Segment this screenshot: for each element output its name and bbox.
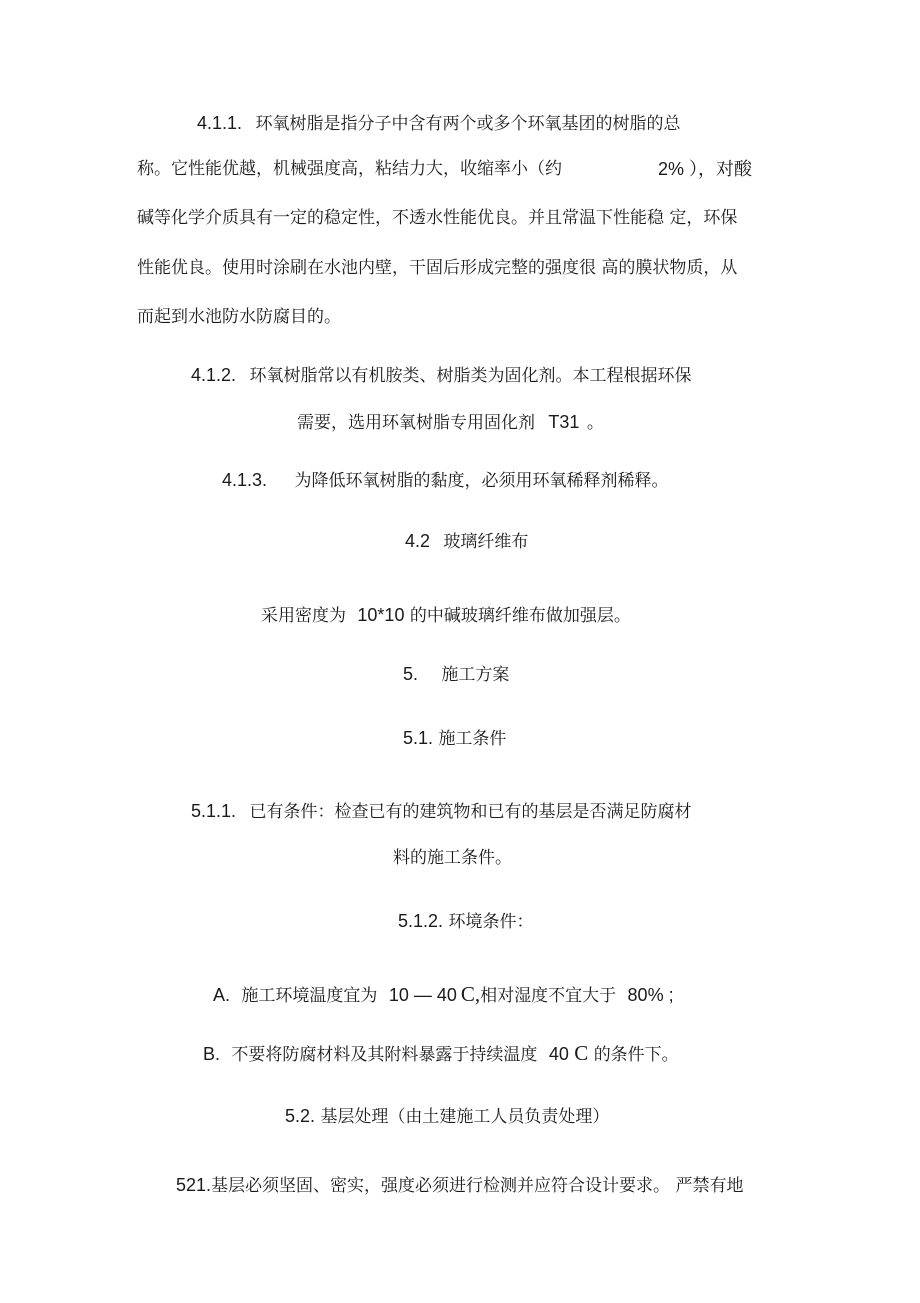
para-4-1-1-line-1: [197, 111, 680, 136]
item-a-label: A.: [213, 985, 231, 1005]
heading-5-1-text: 施工条件: [438, 729, 507, 749]
section-number-5-2: 5.2.: [285, 1106, 316, 1126]
para-4-1-1-text-4: 性能优良。使用时涂刷在水池内壁，干固后形成完整的强度很 高的膜状物质，从: [137, 258, 738, 278]
para-4-1-3-text: 为降低环氧树脂的黏度，必须用环氧稀释剂稀释。: [294, 471, 669, 491]
temperature-range: 10 — 40: [388, 985, 457, 1005]
para-4-1-1-text-2a: 称。它性能优越，机械强度高，粘结力大，收缩率小（约: [137, 159, 562, 179]
para-4-1-2-line-2: [297, 410, 604, 435]
heading-5-2: [285, 1104, 609, 1129]
section-number-4-1-2: 4.1.2.: [191, 365, 237, 385]
heading-5-text: 施工方案: [441, 665, 510, 685]
heading-5-1: [403, 726, 506, 751]
section-number-5-1-2: 5.1.2.: [398, 911, 444, 931]
heading-5-1-2-text: 环境条件：: [448, 912, 534, 932]
para-5-1-1-line-2: [393, 846, 512, 870]
item-a: [213, 982, 674, 1008]
para-4-1-1-line-5: [137, 305, 341, 329]
section-number-4-2: 4.2: [405, 531, 431, 551]
humidity-limit: 80% ;: [627, 985, 674, 1005]
para-4-1-1-text-3: 碱等化学介质具有一定的稳定性，不透水性能优良。并且常温下性能稳 定，环保: [137, 208, 738, 228]
para-4-2: [261, 603, 631, 628]
item-b: [203, 1041, 679, 1067]
section-number-5: 5.: [403, 664, 419, 684]
para-5-1-1-text-2: 料的施工条件。: [393, 848, 512, 868]
para-5-2-1-text: 基层必须坚固、密实，强度必须进行检测并应符合设计要求。 严禁有地: [211, 1176, 744, 1196]
item-b-label: B.: [203, 1044, 221, 1064]
section-number-5-1: 5.1.: [403, 728, 434, 748]
item-a-text-a: 施工环境温度宜为: [241, 986, 378, 1006]
item-a-text-d: 相对湿度不宜大于: [480, 986, 617, 1006]
section-number-4-1-3: 4.1.3.: [222, 470, 268, 490]
para-4-1-1-text-1: 环氧树脂是指分子中含有两个或多个环氧基团的树脂的总: [255, 114, 681, 134]
curing-agent-code: T31: [548, 412, 580, 432]
heading-5-1-2: [398, 909, 533, 934]
section-number-5-1-1: 5.1.1.: [191, 801, 237, 821]
para-4-2-text-c: 的中碱玻璃纤维布做加强层。: [409, 606, 631, 626]
para-4-1-1-line-2b: [658, 157, 752, 182]
temperature-limit: 40: [548, 1044, 569, 1064]
celsius-unit-b: C: [574, 1041, 589, 1065]
para-4-1-1-line-2: [137, 157, 562, 181]
section-number-5-2-1: 521.: [176, 1175, 212, 1195]
para-4-2-text-a: 采用密度为: [261, 606, 346, 626]
para-4-1-1-line-4: [137, 256, 737, 280]
item-b-text-d: 的条件下。: [593, 1045, 679, 1065]
item-b-text-a: 不要将防腐材料及其附料暴露于持续温度: [231, 1045, 538, 1065]
shrinkage-rate-value: 2% ），对酸: [658, 159, 753, 179]
para-4-1-3: [222, 468, 668, 493]
para-5-1-1-text-1: 已有条件：检查已有的建筑物和已有的基层是否满足防腐材: [249, 802, 692, 822]
heading-4-2: [405, 529, 528, 554]
heading-5: [403, 662, 509, 687]
heading-4-2-text: 玻璃纤维布: [443, 532, 529, 552]
para-4-1-1-line-3: [137, 206, 737, 230]
para-4-1-2-text-2c: 。: [586, 413, 604, 433]
para-5-1-1-line-1: [191, 799, 691, 824]
celsius-unit: C,: [460, 982, 481, 1006]
section-number-4-1-1: 4.1.1.: [197, 113, 243, 133]
para-5-2-1: [176, 1173, 743, 1198]
para-4-1-2-text-1: 环氧树脂常以有机胺类、树脂类为固化剂。本工程根据环保: [249, 366, 692, 386]
para-4-1-1-text-5: 而起到水池防水防腐目的。: [137, 307, 341, 327]
para-4-1-2-line-1: [191, 363, 691, 388]
heading-5-2-text: 基层处理（由土建施工人员负责处理）: [320, 1107, 610, 1127]
para-4-1-2-text-2a: 需要，选用环氧树脂专用固化剂: [297, 413, 535, 433]
mesh-density-value: 10*10: [357, 605, 405, 625]
